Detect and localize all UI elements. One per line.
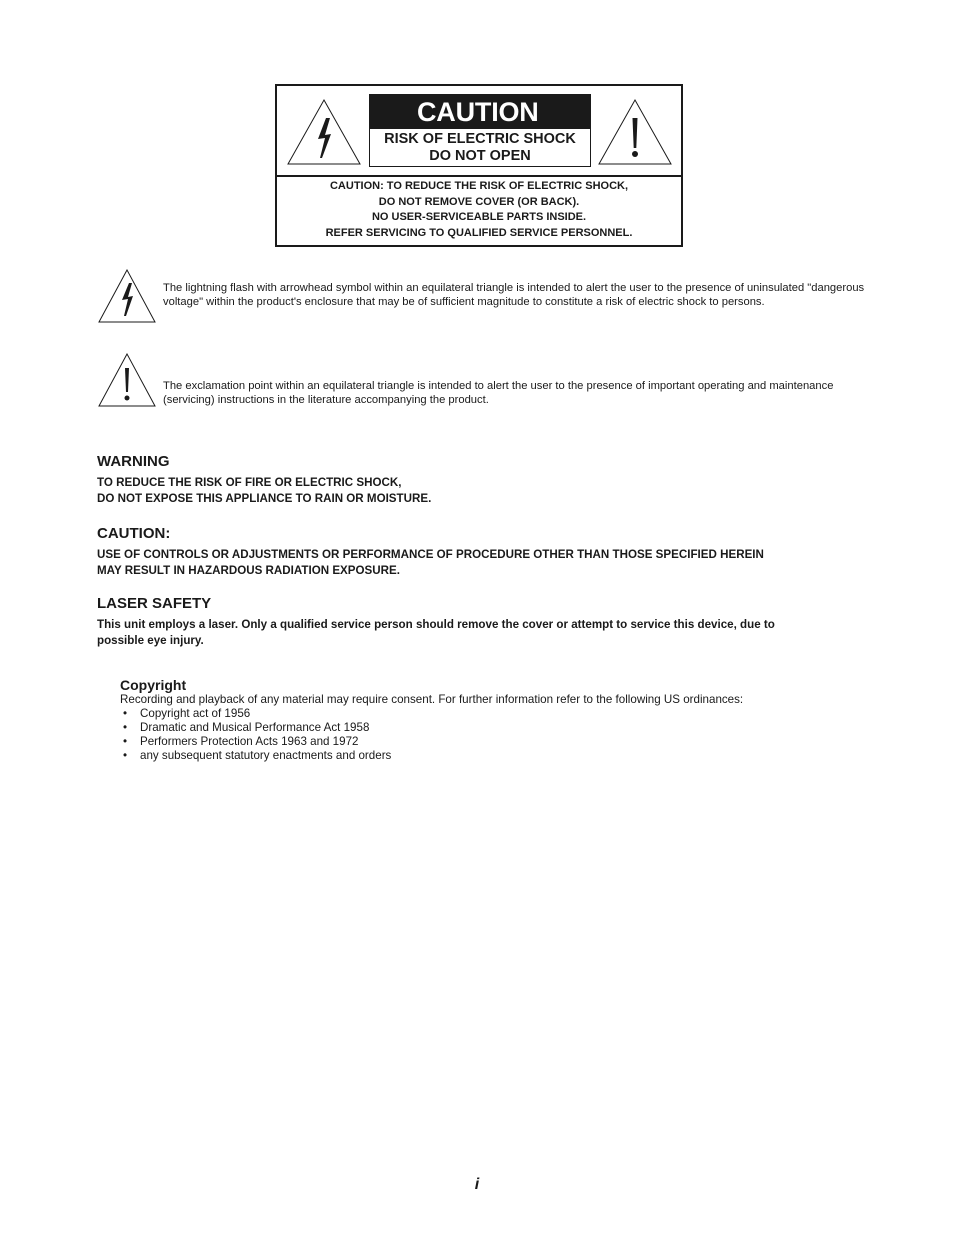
list-item	[120, 721, 391, 735]
caution-label	[275, 84, 683, 247]
copyright-list	[120, 707, 391, 763]
list-item	[120, 707, 391, 721]
laser-safety-line: This unit employs a laser. Only a qualified service person should remove the cover or attempt to service this device, due to	[97, 618, 775, 631]
lightning-triangle-icon	[286, 98, 362, 166]
caution-text	[97, 547, 887, 579]
warning-text	[97, 475, 887, 507]
bullet: •	[123, 749, 128, 762]
caution-subtitle	[370, 129, 590, 165]
exclamation-symbol-description: The exclamation point within an equilateral triangle is intended to alert the user to the presence of important operating and maintenance (servicing) instructions in the literature accompanying the product.	[163, 380, 834, 407]
laser-safety-line: possible eye injury.	[97, 634, 204, 647]
caution-line: MAY RESULT IN HAZARDOUS RADIATION EXPOSURE.	[97, 564, 400, 577]
copyright-heading: Copyright	[120, 677, 187, 693]
lightning-triangle-icon	[98, 269, 156, 323]
caution-notice-line: CAUTION: TO REDUCE THE RISK OF ELECTRIC SHOCK,	[329, 180, 629, 192]
list-item	[120, 749, 391, 763]
page-number: i	[474, 1176, 480, 1193]
caution-center-panel	[369, 94, 591, 167]
warning-line: DO NOT EXPOSE THIS APPLIANCE TO RAIN OR MOISTURE.	[97, 492, 432, 505]
caution-notice-line: REFER SERVICING TO QUALIFIED SERVICE PERSONNEL.	[325, 226, 633, 239]
caution-notice-line: DO NOT REMOVE COVER (OR BACK).	[378, 195, 580, 208]
bullet: •	[123, 735, 128, 748]
caution-subtitle-line: DO NOT OPEN	[429, 148, 531, 164]
exclamation-triangle-icon	[597, 98, 673, 166]
caution-notice	[277, 177, 681, 241]
lightning-symbol-description: The lightning flash with arrowhead symbol within an equilateral triangle is intended to alert the user to the presence of uninsulated "dangerous voltage" within the product's enclosure that may be of sufficient magnitude to constitute a risk of electric shock to persons.	[163, 282, 865, 309]
list-item	[120, 735, 391, 749]
laser-safety-heading: LASER SAFETY	[97, 595, 212, 612]
copyright-intro: Recording and playback of any material may require consent. For further information refer to the following US ordinances:	[120, 693, 744, 706]
caution-notice-line: NO USER-SERVICEABLE PARTS INSIDE.	[371, 211, 587, 224]
bullet: •	[123, 707, 128, 720]
caution-line: USE OF CONTROLS OR ADJUSTMENTS OR PERFORMANCE OF PROCEDURE OTHER THAN THOSE SPECIFIED HEREIN	[97, 548, 764, 561]
caution-heading: CAUTION:	[97, 525, 171, 542]
list-item-text: any subsequent statutory enactments and orders	[140, 749, 392, 762]
bullet: •	[123, 721, 128, 734]
exclamation-triangle-icon	[98, 353, 156, 407]
list-item-text: Copyright act of 1956	[140, 707, 251, 720]
list-item-text: Performers Protection Acts 1963 and 1972	[140, 735, 359, 748]
list-item-text: Dramatic and Musical Performance Act 1958	[140, 721, 370, 734]
warning-line: TO REDUCE THE RISK OF FIRE OR ELECTRIC SHOCK,	[97, 476, 402, 489]
caution-subtitle-line: RISK OF ELECTRIC SHOCK	[384, 131, 576, 147]
caution-label-top	[277, 86, 681, 177]
warning-heading: WARNING	[97, 453, 170, 470]
laser-safety-text	[97, 617, 887, 649]
caution-header: CAUTION	[370, 95, 590, 129]
